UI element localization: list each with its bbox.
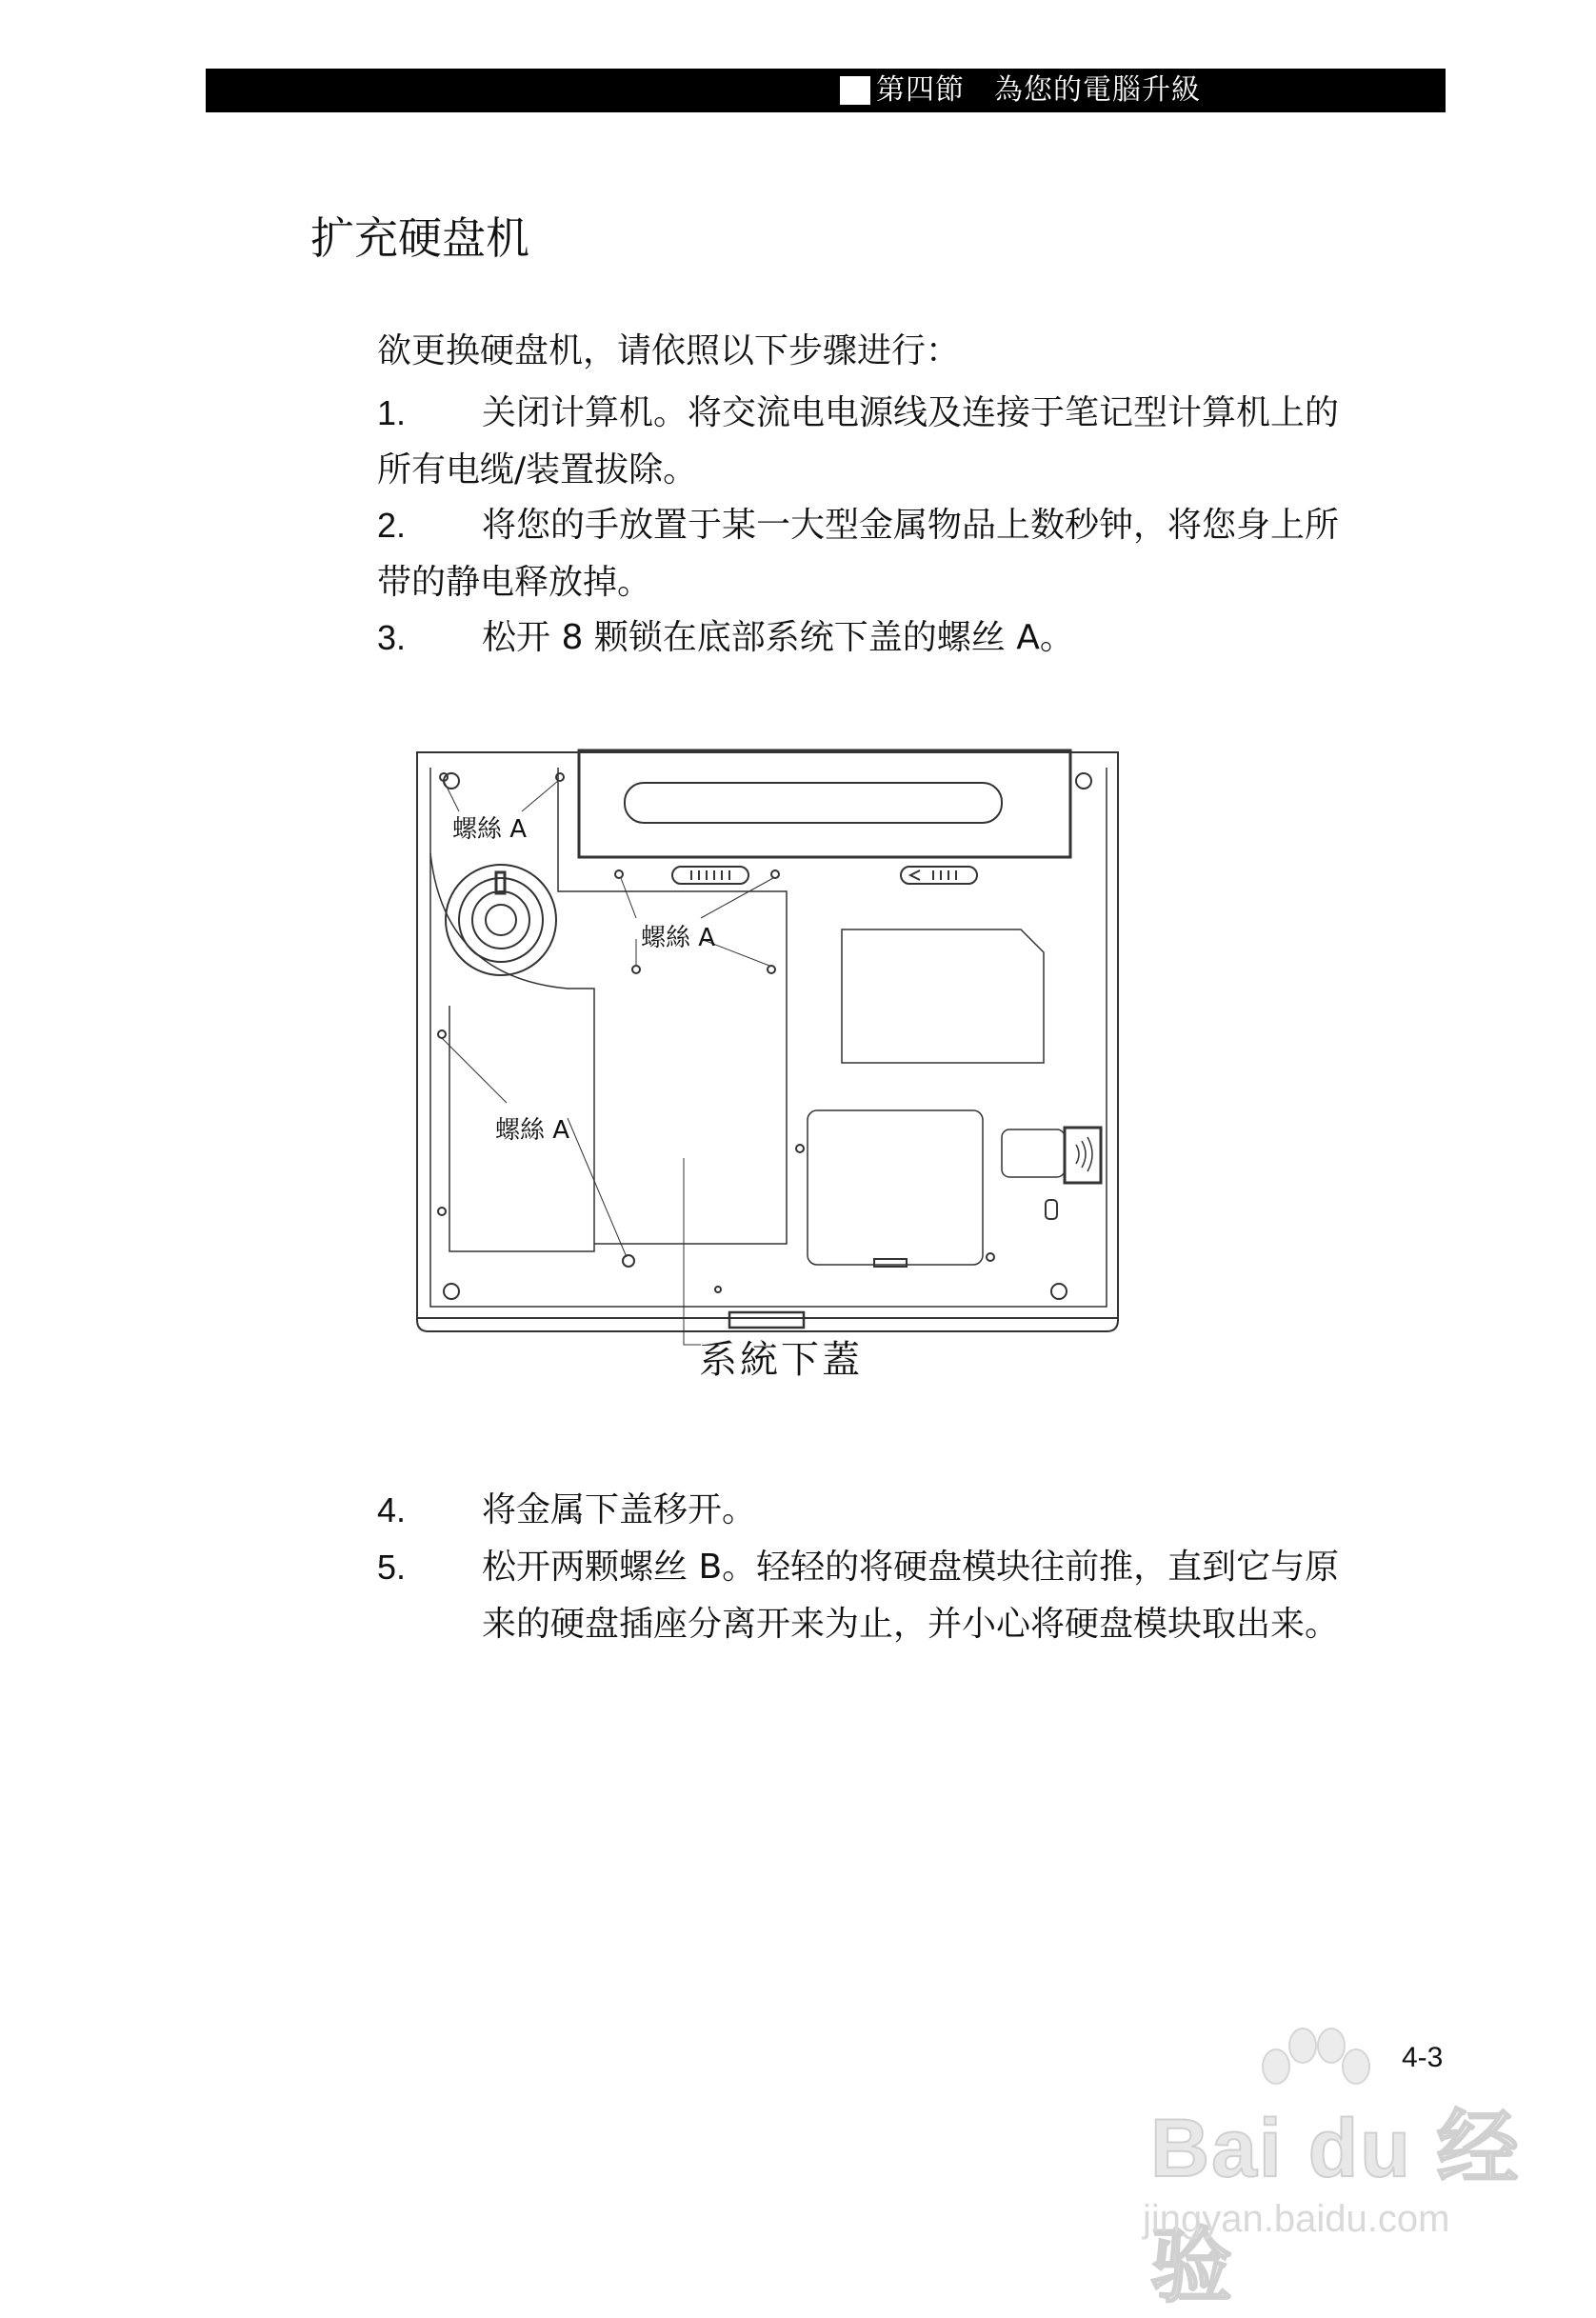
step-text-line1: 关闭计算机。将交流电电源线及连接于笔记型计算机上的 [482,393,1340,432]
laptop-bottom-diagram [415,749,1139,1396]
page-number: 4-3 [1402,2042,1444,2073]
header-square-icon [840,76,870,105]
screw-a-label-left: 螺絲 A [495,1116,570,1145]
step-text-line1: 将金属下盖移开。 [482,1490,757,1529]
step-4 [377,1482,1444,1539]
baidu-watermark [1124,2019,1524,2312]
chapter-header-bar [206,69,1446,112]
intro-text: 欲更换硬盘机，请依照以下步骤进行： [377,331,961,370]
step-5 [377,1539,1444,1653]
watermark-url: jingyan.baidu.com [1143,2198,1450,2240]
step-text-line1: 松开两颗螺丝 B。轻轻的将硬盘模块往前推，直到它与原 [482,1548,1340,1587]
chapter-header-title: 第四節 為您的電腦升級 [876,73,1201,107]
step-2 [377,497,1444,611]
step-text-line2: 带的静电释放掉。 [377,563,652,602]
screw-a-label-center: 螺絲 A [641,924,716,952]
step-text-line1: 松开 8 颗锁在底部系统下盖的螺丝 A。 [482,618,1074,657]
step-number: 5. [377,1548,407,1587]
step-number: 4. [377,1490,407,1529]
step-3 [377,609,1444,667]
step-text-line2: 来的硬盘插座分离开来为止，并小心将硬盘模块取出来。 [482,1605,1340,1644]
step-text-line1: 将您的手放置于某一大型金属物品上数秒钟，将您身上所 [482,506,1340,545]
section-title: 扩充硬盘机 [310,212,529,264]
step-number: 2. [377,506,407,545]
step-text-line2: 所有电缆/装置拔除。 [377,450,698,490]
watermark-brand: Bai du 经验 [1150,2103,1521,2312]
step-1 [377,385,1444,499]
step-number: 3. [377,618,407,657]
step-number: 1. [377,393,407,432]
screw-a-label-top-left: 螺絲 A [452,815,528,844]
system-cover-label: 系統下蓋 [699,1338,863,1382]
